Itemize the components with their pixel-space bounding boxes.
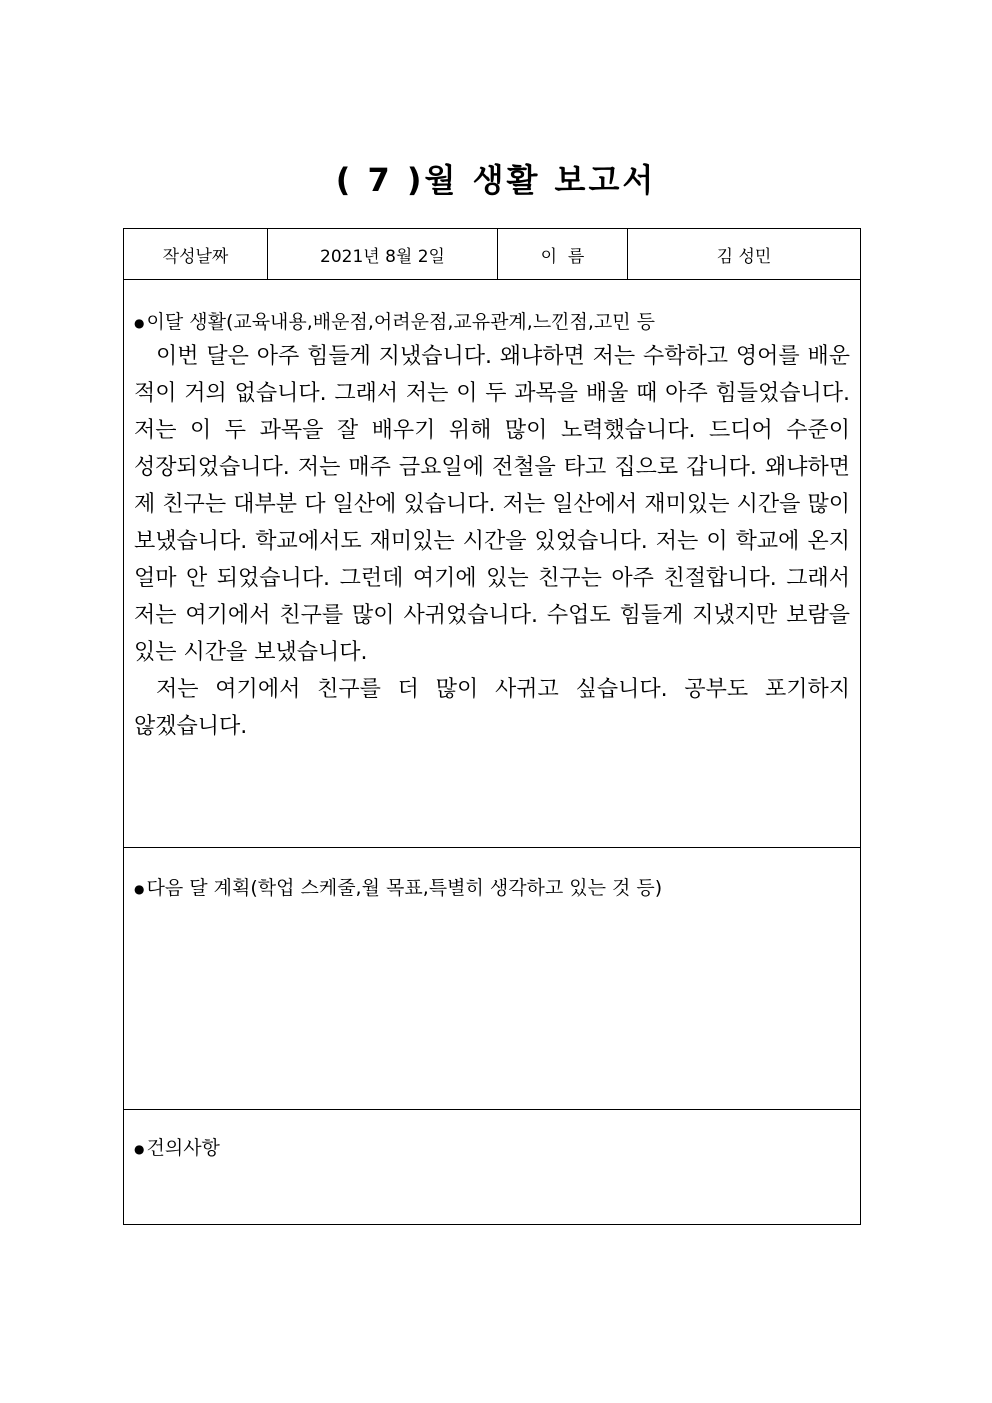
name-value: 김 성민 — [716, 246, 772, 267]
this-month-section — [124, 280, 860, 848]
next-month-label — [134, 848, 850, 902]
this-month-label-text: 이달 생활(교육내용,배운점,어려운점,교유관계,느낀점,고민 등 — [146, 311, 656, 333]
bullet-icon: ● — [134, 1141, 145, 1156]
report-table — [123, 228, 861, 1225]
this-month-paragraph-2: 저는 여기에서 친구를 더 많이 사귀고 싶습니다. 공부도 포기하지 않겠습니다. — [134, 676, 850, 739]
date-value: 2021년 8월 2일 — [268, 229, 498, 279]
suggestions-label-text: 건의사항 — [146, 1137, 220, 1159]
this-month-body — [134, 338, 850, 745]
date-label: 작성날짜 — [124, 229, 268, 279]
name-label — [498, 229, 628, 279]
header-row — [124, 229, 860, 280]
this-month-paragraph-1: 이번 달은 아주 힘들게 지냈습니다. 왜냐하면 저는 수학하고 영어를 배운 적이 거의 없습니다. 그래서 저는 이 두 과목을 배울 때 아주 힘들었습니다. 저는 이 두 과목을 잘 배우기 위해 많이 노력했습니다. 드디어 수준이 성장되었습니다. 저는 매주 금요일에 전철을 타고 집으로 갑니다. 왜냐하면 제 친구는 대부분 다 일산에 있습니다. 저는 일산에서 재미있는 시간을 많이 보냈습니다. 학교에서도 재미있는 시간을 있었습니다. 저는 이 학교에 온지 얼마 안 되었습니다. 그런데 여기에 있는 친구는 아주 친절합니다. 그래서 저는 여기에서 친구를 많이 사귀었습니다. 수업도 힘들게 지냈지만 보람을 있는 시간을 보냈습니다. — [134, 343, 850, 665]
bullet-icon: ● — [134, 881, 145, 896]
next-month-label-text: 다음 달 계획(학업 스케줄,월 목표,특별히 생각하고 있는 것 등) — [146, 877, 663, 899]
next-month-section — [124, 848, 860, 1110]
this-month-label — [134, 280, 850, 336]
name-label-text: 이 름 — [540, 246, 585, 267]
suggestions-section — [124, 1110, 860, 1224]
document-title: ( 7 )월 생활 보고서 — [335, 161, 657, 199]
suggestions-label — [134, 1110, 850, 1162]
bullet-icon: ● — [134, 315, 145, 330]
